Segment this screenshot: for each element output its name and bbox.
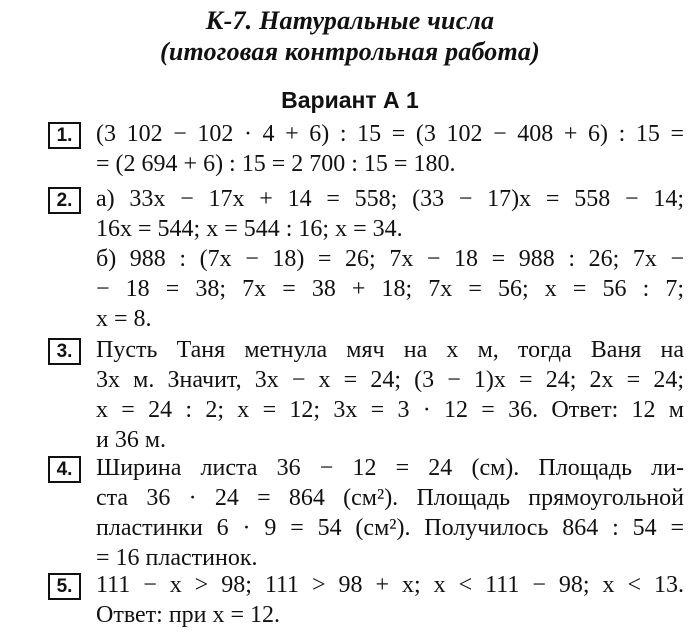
- solution-line: а) 33x − 17x + 14 = 558; (33 − 17)x = 558 − 14;: [96, 186, 684, 212]
- solution-line: Ширина листа 36 − 12 = 24 (см). Площадь ли-: [96, 455, 684, 481]
- solution-line: 3x м. Значит, 3x − x = 24; (3 − 1)x = 24; 2x = 24;: [96, 367, 684, 393]
- variant-heading: Вариант А 1: [281, 87, 419, 113]
- problem-number: 5.: [48, 573, 81, 600]
- solution-line: = 16 пластинок.: [96, 545, 258, 571]
- problem-number: 2.: [48, 187, 81, 214]
- solution-line: = (2 694 + 6) : 15 = 2 700 : 15 = 180.: [96, 151, 456, 177]
- solution-line: 16x = 544; x = 544 : 16; x = 34.: [96, 216, 403, 242]
- page-title: К-7. Натуральные числа: [205, 6, 495, 35]
- solution-line: (3 102 − 102 · 4 + 6) : 15 = (3 102 − 408 + 6) : 15 =: [96, 121, 684, 147]
- solution-line: б) 988 : (7x − 18) = 26; 7x − 18 = 988 : 26; 7x −: [96, 246, 684, 272]
- solution-line: Пусть Таня метнула мяч на x м, тогда Ваня на: [96, 337, 684, 363]
- problem-number: 1.: [48, 122, 81, 149]
- solution-line: 111 − x > 98; 111 > 98 + x; x < 111 − 98; x < 13.: [96, 572, 684, 598]
- page-subtitle: (итоговая контрольная работа): [160, 37, 540, 66]
- solution-line: ста 36 · 24 = 864 (см²). Площадь прямоугольной: [96, 485, 684, 511]
- problem-number: 3.: [48, 338, 81, 365]
- problem-number: 4.: [48, 456, 81, 483]
- solution-line: − 18 = 38; 7x = 38 + 18; 7x = 56; x = 56 : 7;: [96, 276, 684, 302]
- solution-line: x = 24 : 2; x = 12; 3x = 3 · 12 = 36. Ответ: 12 м: [96, 397, 684, 423]
- solution-line: и 36 м.: [96, 427, 167, 453]
- solution-line: пластинки 6 · 9 = 54 (см²). Получилось 864 : 54 =: [96, 515, 684, 541]
- solution-line: Ответ: при x = 12.: [96, 602, 281, 628]
- solution-line: x = 8.: [96, 306, 152, 332]
